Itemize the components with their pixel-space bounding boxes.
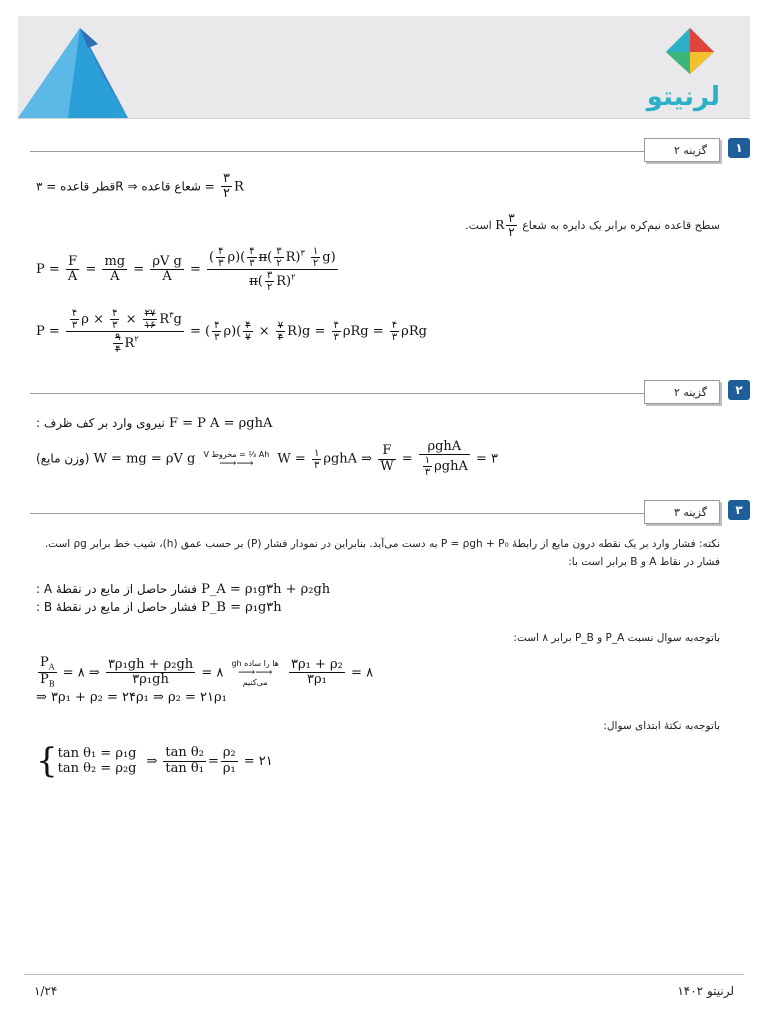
q3-ratio-equation: $\frac{P_A}{P_B}$ = ۸ ⇒ $\frac{\text{۳ρ₁gh + ρ₂gh}}{\text{۳ρ₁gh}}$ = ۸ gh ها را ساده ⟶⟶ می‌کنیم $\frac{\text{۳ρ₁ + ρ₂}}{\text{۳ρ₁}}$ = ۸ [40,655,374,689]
divider [30,513,720,514]
answer-box: گزینه ۲ [644,138,720,162]
header-triangle-graphic [18,16,148,118]
question-2-header [18,380,750,406]
q3-note-4: باتوجه‌به نکتهٔ ابتدای سوال: [603,720,720,732]
q3-result-line: ⇒ ۳ρ₁ + ρ₂ = ۲۴ρ₁ ⇒ ρ₂ = ۲۱ρ₁ [36,690,227,705]
q1-equation-a: P = $\frac{F}{A}$ = $\frac{mg}{A}$ = $\frac{\text{ρV g}}{A}$ = ( $\frac{۴}{۳}$ ρ)( $\frac{۴}{۳}$ π( $\frac{۳}{۲}$ R)$^۳$ $\frac{۱}{۲}$ g) π( $\frac{۳}{۲}$ R)$^۲$ [36,246,336,293]
question-number: ۳ [728,500,750,520]
footer-divider [24,974,744,975]
q2-line-2: (وزن مایع) W = mg = ρV g V مخروط = ⅓ Ah ⟶⟶ W = $\frac{۱}{۳}$ ρghA ⇒ $\frac{F}{W}$ = ρghA $\frac{۱}{۳}$ ρghA = ۳ [36,439,499,479]
brand-text: لرنیتو [646,82,720,112]
answer-box: گزینه ۳ [644,500,720,524]
q2-line-1: نیروی وارد بر کف ظرف : F = P A = ρghA [36,416,273,431]
q3-note-2: فشار در نقاط A و B برابر است با: [568,556,720,568]
page-number: ۱/۲۴ [34,984,58,998]
q1-line-1: قطر قاعده = ۳R ⇒ شعاع قاعده = $\frac{۳}{۲}$ R [36,171,244,202]
footer-brand: لرنیتو ۱۴۰۲ [677,984,734,998]
answer-box: گزینه ۲ [644,380,720,404]
question-number: ۱ [728,138,750,158]
q1-equation-b: P = $\frac{۴}{۳}$ ρ × $\frac{۴}{۳}$ × $\frac{۲۷}{۱۶}$ $R^۳g$ $\frac{۹}{۴}$ $R^۲$ = ( $\frac{۴}{۳}$ ρ)( $\frac{۴}{۷}$ × $\frac{۷}{۴}$ R)g = $\frac{۴}{۳}$ ρRg = $\frac{۴}{۳}$ ρRg [36,308,427,355]
q1-note: سطح قاعده نیم‌کره برابر یک دایره به شعاع $\frac{۳}{۲}$ R است. [465,211,720,240]
q3-system: { tan θ₁ = ρ₁g tan θ₂ = ρ₂g ⇒ $\frac{\text{tan θ₂}}{\text{tan θ₁}}$ = $\frac{\text{ρ₂}}{\text{ρ₁}}$ = ۲۱ [36,741,273,781]
q3-note-3: باتوجه‌به سوال نسبت P_A و P_B برابر ۸ است: [513,632,720,644]
question-3-header [18,500,750,526]
q3-pa-line: فشار حاصل از مایع در نقطهٔ A : P_A = ρ₁g۳h + ρ₂gh [36,582,331,597]
question-1-header [18,138,750,164]
divider [30,151,720,152]
q3-note-1: نکته: فشار وارد بر یک نقطه درون مایع از رابطهٔ P = ρgh + P₀ به دست می‌آید. بنابراین در نمودار فشار (P) بر حسب عمق (h)، شیب خط برابر ρg است. [44,538,720,550]
page-header [18,16,750,119]
divider [30,393,720,394]
logo-icon [658,24,722,84]
question-number: ۲ [728,380,750,400]
q3-pb-line: فشار حاصل از مایع در نقطهٔ B : P_B = ρ₁g۳h [36,600,282,615]
